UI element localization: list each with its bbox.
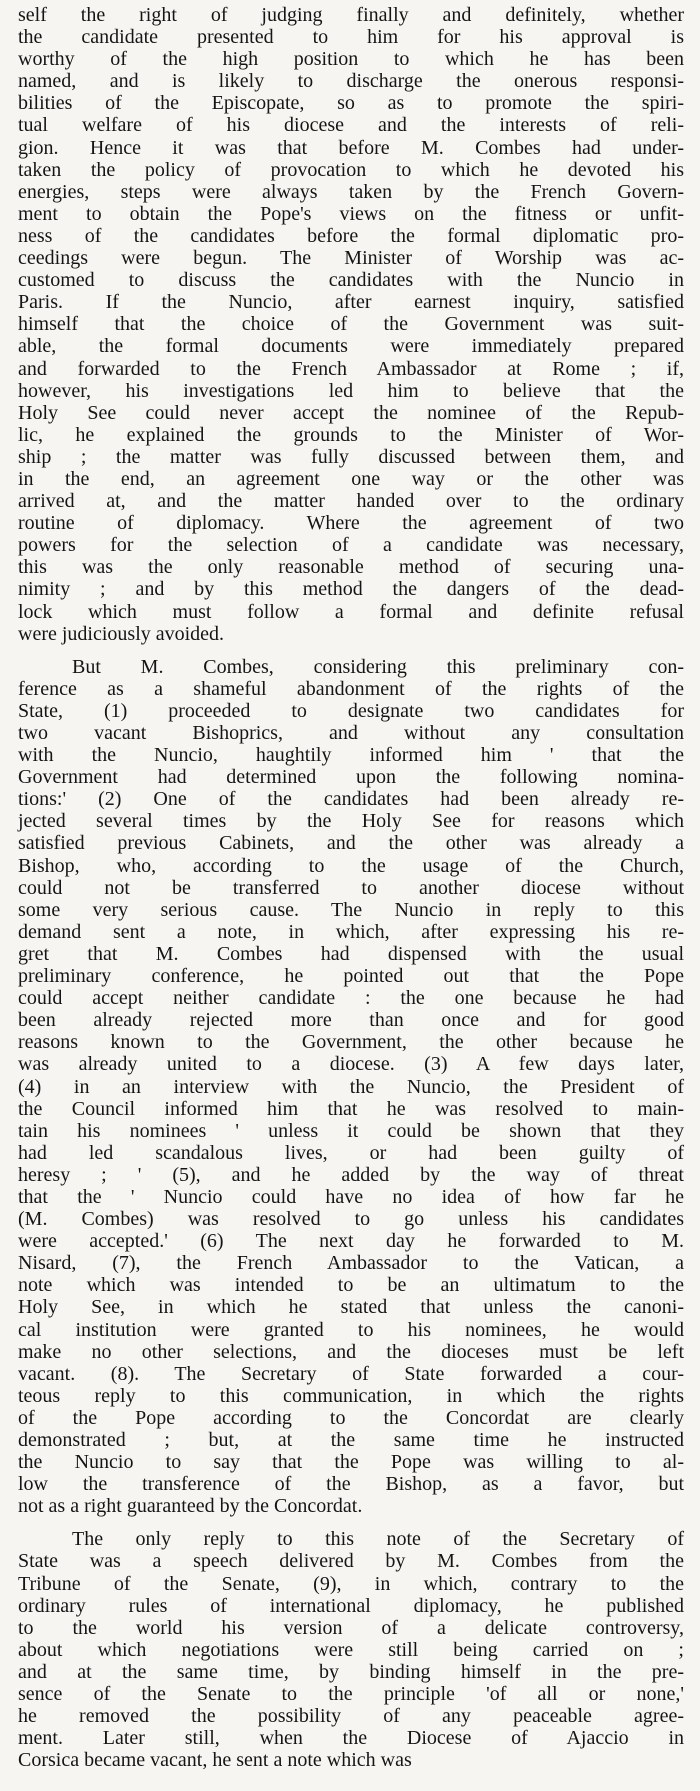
text-line: ference as a shameful abandonment of the rights of the — [18, 677, 684, 700]
text-line: taken the policy of provocation to which he devoted his — [18, 158, 684, 181]
text-line: sence of the Senate to the principle 'of all or none,' — [18, 1683, 684, 1706]
text-line: could not be transferred to another diocese without — [18, 876, 684, 899]
text-line: the Nuncio to say that the Pope was willing to al- — [18, 1451, 684, 1474]
text-line: powers for the selection of a candidate was necessary, — [18, 534, 684, 557]
article-body — [18, 4, 684, 1771]
text-line: tain his nominees ' unless it could be shown that they — [18, 1119, 684, 1142]
text-line: tions:' (2) One of the candidates had been already re- — [18, 788, 684, 811]
text-line: the Council informed him that he was resolved to main- — [18, 1097, 684, 1120]
text-line: worthy of the high position to which he has been — [18, 48, 684, 71]
text-line: low the transference of the Bishop, as a favor, but — [18, 1473, 684, 1496]
text-line: ordinary rules of international diplomacy, he published — [18, 1594, 684, 1617]
text-line: demand sent a note, in which, after expressing his re- — [18, 920, 684, 943]
text-line: the candidate presented to him for his approval is — [18, 26, 684, 49]
text-line: ceedings were begun. The Minister of Worship was ac- — [18, 247, 684, 270]
text-line: lock which must follow a formal and definite refusal — [18, 600, 684, 623]
text-line: bilities of the Episcopate, so as to promote the spiri- — [18, 92, 684, 115]
text-line: two vacant Bishoprics, and without any consultation — [18, 722, 684, 744]
text-line: ment. Later still, when the Diocese of Ajaccio in — [18, 1727, 684, 1750]
paragraph-2 — [18, 656, 684, 1518]
text-line: vacant. (8). The Secretary of State forwarded a cour- — [18, 1362, 684, 1385]
text-line: lic, he explained the grounds to the Minister of Wor- — [18, 423, 684, 446]
text-line: however, his investigations led him to believe that the — [18, 379, 684, 402]
text-line: cal institution were granted to his nominees, he would — [18, 1318, 684, 1341]
text-line: and at the same time, by binding himself in the pre- — [18, 1660, 684, 1683]
text-line: of the Pope according to the Concordat are clearly — [18, 1406, 684, 1429]
text-line: jected several times by the Holy See for reasons which — [18, 810, 684, 833]
text-line: ment to obtain the Pope's views on the fitness or unfit- — [18, 202, 684, 225]
text-line: tual welfare of his diocese and the interests of reli- — [18, 114, 684, 137]
text-line: Corsica became vacant, he sent a note which was — [18, 1749, 412, 1772]
text-line: about which negotiations were still being carried on ; — [18, 1638, 684, 1661]
text-line: energies, steps were always taken by the French Govern- — [18, 180, 684, 203]
text-line: himself that the choice of the Government was suit- — [18, 313, 684, 336]
paragraph-1 — [18, 4, 684, 645]
text-line: was already united to a diocese. (3) A few days later, — [18, 1053, 684, 1076]
text-line: that the ' Nuncio could have no idea of how far he — [18, 1185, 684, 1208]
text-line: ship ; the matter was fully discussed between them, and — [18, 445, 684, 468]
text-line: satisfied previous Cabinets, and the other was already a — [18, 832, 684, 855]
text-line: routine of diplomacy. Where the agreement of two — [18, 512, 684, 535]
text-line: in the end, an agreement one way or the other was — [18, 467, 684, 490]
text-line: preliminary conference, he pointed out that the Pope — [18, 965, 684, 988]
text-line: teous reply to this communication, in which the rights — [18, 1384, 684, 1407]
text-line: some very serious cause. The Nuncio in reply to this — [18, 898, 684, 921]
text-line: Holy See, in which he stated that unless the canoni- — [18, 1296, 684, 1319]
text-line: (4) in an interview with the Nuncio, the President of — [18, 1075, 684, 1098]
text-line: able, the formal documents were immediately prepared — [18, 335, 684, 358]
text-line: not as a right guaranteed by the Concordat. — [18, 1495, 363, 1518]
text-line: demonstrated ; but, at the same time he instructed — [18, 1429, 684, 1451]
text-line: Bishop, who, according to the usage of the Church, — [18, 854, 684, 877]
text-line: reasons known to the Government, the other because he — [18, 1031, 684, 1054]
text-line: he removed the possibility of any peaceable agree- — [18, 1705, 684, 1728]
text-line: this was the only reasonable method of securing una- — [18, 556, 684, 579]
text-line: were accepted.' (6) The next day he forwarded to M. — [18, 1230, 684, 1253]
text-line: arrived at, and the matter handed over to the ordinary — [18, 490, 684, 513]
text-line: note which was intended to be an ultimatum to the — [18, 1274, 684, 1297]
text-line: State, (1) proceeded to designate two candidates for — [18, 699, 684, 722]
text-line: nimity ; and by this method the dangers of the dead- — [18, 578, 684, 601]
text-line: Government had determined upon the following nomina- — [18, 766, 684, 789]
text-line: ness of the candidates before the formal diplomatic pro- — [18, 224, 684, 247]
text-line: with the Nuncio, haughtily informed him ' that the — [18, 744, 684, 767]
text-line: State was a speech delivered by M. Combes from the — [18, 1550, 684, 1573]
text-line: (M. Combes) was resolved to go unless his candidates — [18, 1208, 684, 1231]
text-line: been already rejected more than once and for good — [18, 1009, 684, 1032]
text-line: to the world his version of a delicate controversy, — [18, 1616, 684, 1639]
text-line: and forwarded to the French Ambassador at Rome ; if, — [18, 357, 684, 380]
text-line: make no other selections, and the dioceses must be left — [18, 1340, 684, 1363]
text-line: gion. Hence it was that before M. Combes had under- — [18, 136, 684, 159]
text-line: The only reply to this note of the Secretary of — [72, 1528, 684, 1551]
text-line: were judiciously avoided. — [18, 622, 225, 645]
text-line: Nisard, (7), the French Ambassador to the Vatican, a — [18, 1252, 684, 1275]
text-line: Tribune of the Senate, (9), in which, contrary to the — [18, 1572, 684, 1595]
text-line: could accept neither candidate : the one because he had — [18, 987, 684, 1010]
text-line: Holy See could never accept the nominee of the Repub- — [18, 401, 684, 424]
text-line: heresy ; ' (5), and he added by the way of threat — [18, 1163, 684, 1186]
text-line: self the right of judging finally and definitely, whether — [18, 4, 684, 26]
text-line: Paris. If the Nuncio, after earnest inquiry, satisfied — [18, 291, 684, 314]
paragraph-3 — [18, 1528, 684, 1771]
text-line: named, and is likely to discharge the onerous responsi- — [18, 70, 684, 93]
text-line: gret that M. Combes had dispensed with the usual — [18, 942, 684, 965]
text-line: customed to discuss the candidates with the Nuncio in — [18, 269, 684, 292]
text-line: had led scandalous lives, or had been guilty of — [18, 1141, 684, 1164]
text-line: But M. Combes, considering this preliminary con- — [72, 655, 684, 678]
